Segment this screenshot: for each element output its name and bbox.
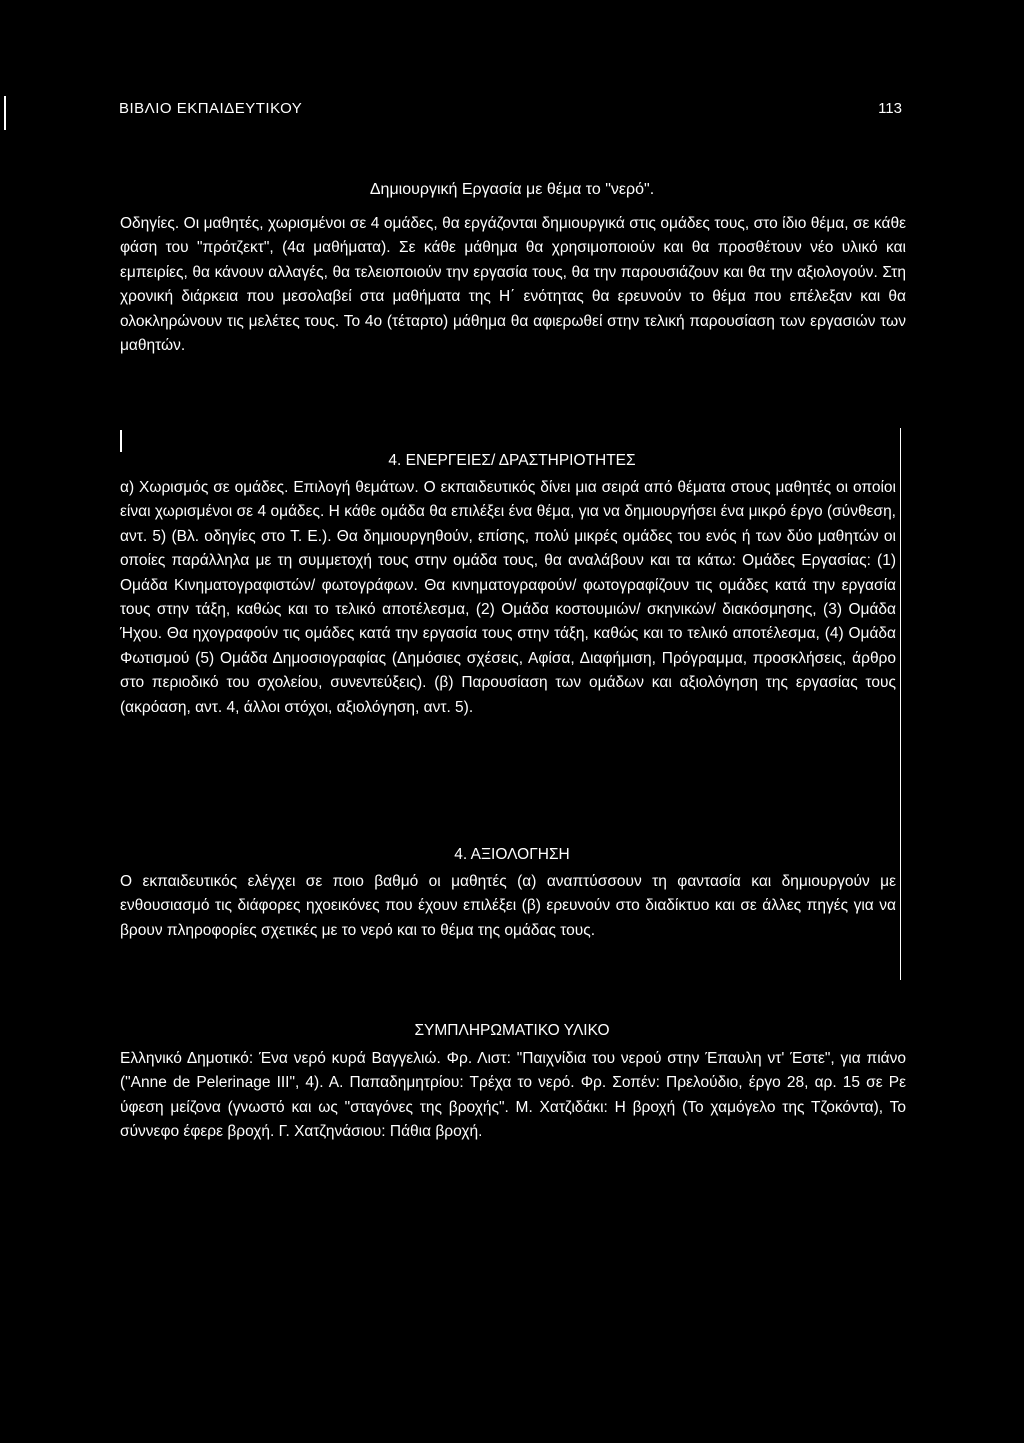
activities-heading: 4. ΕΝΕΡΓΕΙΕΣ/ ΔΡΑΣΤΗΡΙΟΤΗΤΕΣ: [388, 452, 636, 469]
supplementary-heading: ΣΥΜΠΛΗΡΩΜΑΤΙΚΟ ΥΛΙΚΟ: [414, 1022, 610, 1039]
supplementary-paragraph: Ελληνικό Δημοτικό: Ένα νερό κυρά Βαγγελιώ. Φρ. Λιστ: "Παιχνίδια του νερού στην Έπαυλη ντ' Έστε", για πιάνο ("Anne de Pelerinage III", 4). Α. Παπαδημητρίου: Τρέχα το νερό. Φρ. Σοπέν: Πρελούδιο, έργο 28, αρ. 15 σε Ρε ύφεση μείζονα (γνωστό και ως "σταγόνες της βροχής". Μ. Χατζιδάκι: Η βροχή (Το χαμόγελο της Τζοκόντα), Το σύννεφο έφερε βροχή. Γ. Χατζηνάσιου: Πάθια βροχή.: [120, 1050, 906, 1141]
document-title: Δημιουργική Εργασία με θέμα το "νερό".: [369, 181, 655, 198]
page-number: 113: [878, 100, 902, 117]
instructions-paragraph: Οδηγίες. Οι μαθητές, χωρισμένοι σε 4 ομάδες, θα εργάζονται δημιουργικά στις ομάδες τους, στο ίδιο θέμα, σε κάθε φάση του "πρότζεκτ", (4α μαθήματα). Σε κάθε μάθημα θα χρησιμοποιούν και θα προσθέτουν νέο υλικό και εμπειρίες, θα κάνουν αλλαγές, θα τελειοποιούν την εργασία τους, θα την παρουσιάζουν και θα την αξιολογούν. Στη χρονική διάρκεια που μεσολαβεί στα μαθήματα της Η΄ ενότητας θα ερευνούν το θέμα που επέλεξαν και θα ολοκληρώνουν τις μελέτες τους. Το 4ο (τέταρτο) μάθημα θα αφιερωθεί στην τελική παρουσίαση των εργασιών των μαθητών.: [120, 215, 906, 355]
page-edge-mark: [4, 96, 6, 130]
frame-left-mark: [120, 430, 122, 452]
activities-paragraph: α) Χωρισμός σε ομάδες. Επιλογή θεμάτων. Ο εκπαιδευτικός δίνει μια σειρά από θέματα στους μαθητές οι οποίοι είναι χωρισμένοι σε 4 ομάδες. Η κάθε ομάδα θα επιλέξει ένα θέμα, για να δημιουργήσει ένα μικρό έργο (σύνθεση, αντ. 5) (Βλ. οδηγίες στο Τ. Ε.). Θα δημιουργηθούν, επίσης, πολύ μικρές ομάδες του ενός ή των δύο μαθητών οι οποίες παράλληλα με τη συμμετοχή τους στην ομάδα τους, θα αναλάβουν και τα κάτω: Ομάδες Εργασίας: (1) Ομάδα Κινηματογραφιστών/ φωτογράφων. Θα κινηματογραφούν/ φωτογραφίζουν τις ομάδες κατά την εργασία τους στην τάξη, καθώς και το τελικό αποτέλεσμα, (2) Ομάδα κοστουμιών/ σκηνικών/ διακόσμησης, (3) Ομάδα Ήχου. Θα ηχογραφούν τις ομάδες κατά την εργασία τους στην τάξη, καθώς και το τελικό αποτέλεσμα, (4) Ομάδα Φωτισμού (5) Ομάδα Δημοσιογραφίας (Δημόσιες σχέσεις, Αφίσα, Διαφήμιση, Πρόγραμμα, προσκλήσεις, άρθρο στο περιοδικό του σχολείου, συνεντεύξεις). (β) Παρουσίαση των ομάδων και αξιολόγηση της εργασίας τους (ακρόαση, αντ. 4, άλλοι στόχοι, αξιολόγηση, αντ. 5).: [120, 479, 896, 716]
running-head: ΒΙΒΛΙΟ ΕΚΠΑΙΔΕΥΤΙΚΟΥ: [119, 100, 303, 117]
evaluation-paragraph: Ο εκπαιδευτικός ελέγχει σε ποιο βαθμό οι μαθητές (α) αναπτύσσουν τη φαντασία και δημιουργούν με ενθουσιασμό τις διάφορες ηχοεικόνες που έχουν επιλέξει (β) ερευνούν στο διαδίκτυο και σε άλλες πηγές για να βρουν πληροφορίες σχετικές με το νερό και το θέμα της ομάδας τους.: [120, 873, 896, 939]
evaluation-heading: 4. ΑΞΙΟΛΟΓΗΣΗ: [454, 846, 570, 863]
